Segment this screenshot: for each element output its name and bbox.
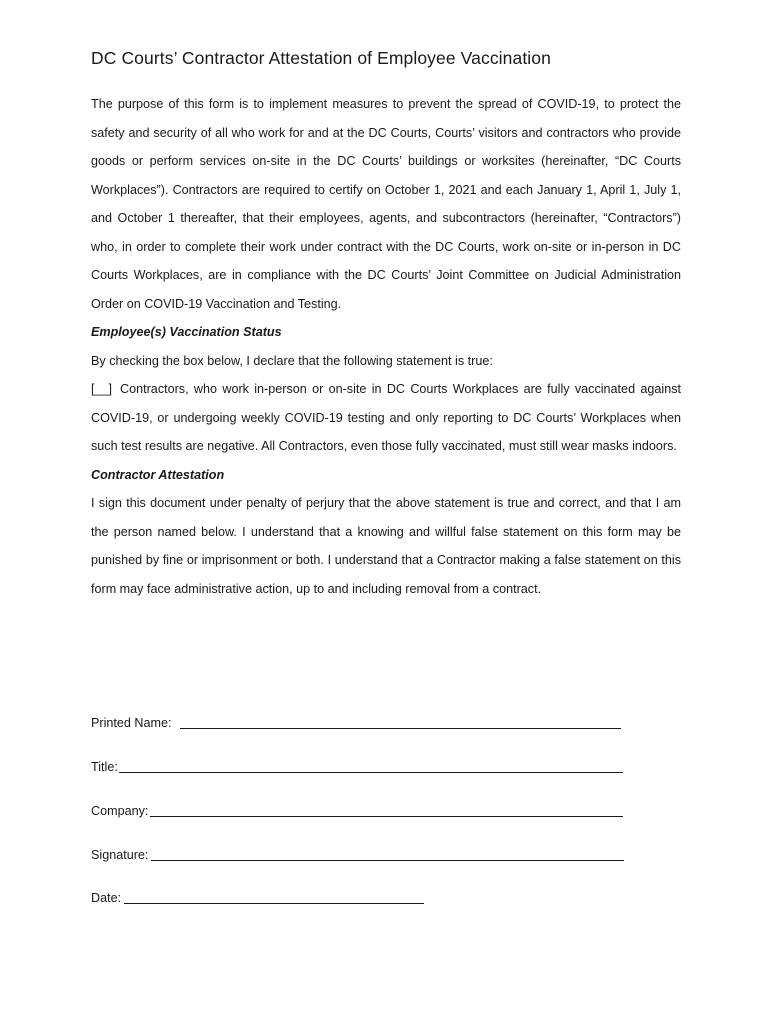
printed-name-label: Printed Name:	[91, 716, 172, 730]
title-row	[91, 755, 623, 775]
title-field[interactable]	[119, 758, 623, 773]
date-row	[91, 886, 424, 906]
checkbox-statement-paragraph	[91, 375, 681, 461]
printed-name-row	[91, 711, 621, 731]
company-row	[91, 799, 623, 819]
checkbox-statement: Contractors, who work in-person or on-site in DC Courts Workplaces are fully vaccinated against COVID-19, or undergoing weekly COVID-19 testing and only reporting to DC Courts’ Workplaces when such test results are negative. All Contractors, even those fully vaccinated, must still wear masks indoors.	[91, 382, 681, 453]
declaration-lead: By checking the box below, I declare that the following statement is true:	[91, 353, 493, 368]
signature-label: Signature:	[91, 848, 149, 862]
signature-field[interactable]	[151, 846, 624, 861]
date-label: Date:	[91, 891, 122, 905]
attestation-heading: Contractor Attestation	[91, 467, 225, 482]
document-body	[91, 90, 681, 603]
company-label: Company:	[91, 804, 149, 818]
company-field[interactable]	[150, 802, 623, 817]
title-label: Title:	[91, 760, 118, 774]
document-title: DC Courts’ Contractor Attestation of Employee Vaccination	[91, 48, 551, 68]
printed-name-field[interactable]	[180, 714, 621, 729]
signature-row	[91, 843, 624, 863]
vaccination-status-heading: Employee(s) Vaccination Status	[91, 325, 282, 339]
intro-paragraph: The purpose of this form is to implement measures to prevent the spread of COVID-19, to protect the safety and security of all who work for and at the DC Courts, Courts’ visitors and contractors who provide goods or perform services on-site in the DC Courts’ buildings or worksites (hereinafter, “DC Courts Workplaces”). Contractors are required to certify on October 1, 2021 and each January 1, April 1, July 1, and October 1 thereafter, that their employees, agents, and subcontractors (hereinafter, “Contractors”) who, in order to complete their work under contract with the DC Courts, work on-site or in-person in DC Courts Workplaces, are in compliance with the DC Courts’ Joint Committee on Judicial Administration Order on COVID-19 Vaccination and Testing.	[91, 97, 681, 311]
attestation-paragraph: I sign this document under penalty of perjury that the above statement is true and correct, and that I am the person named below. I understand that a knowing and willful false statement on this form may be punished by fine or imprisonment or both. I understand that a Contractor making a false statement on this form may face administrative action, up to and including removal from a contract.	[91, 496, 681, 596]
vaccination-checkbox[interactable]: [__]	[91, 382, 113, 396]
date-field[interactable]	[124, 889, 424, 904]
